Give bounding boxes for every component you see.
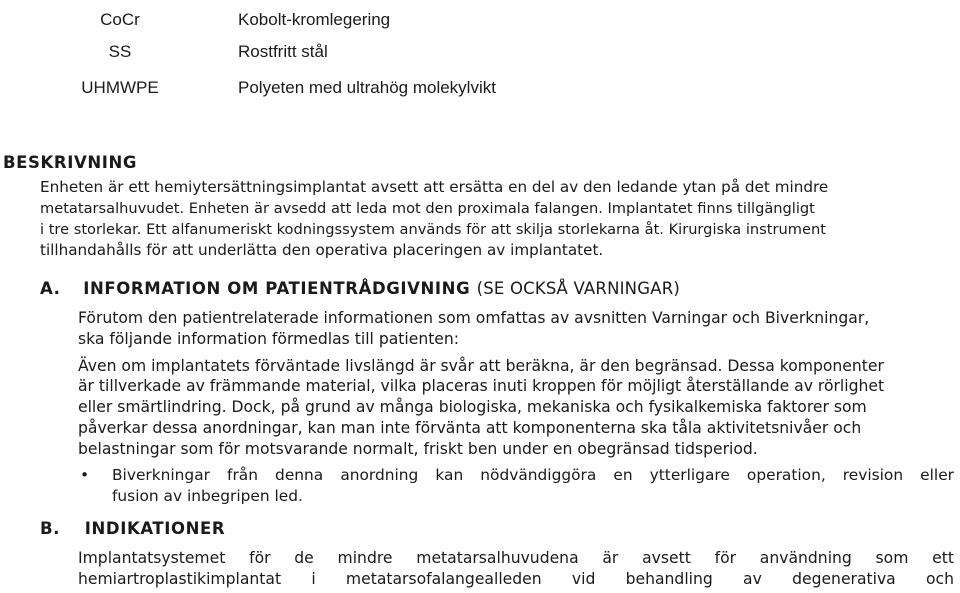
description-heading: BESKRIVNING	[3, 153, 138, 172]
abbreviation-code: SS	[108, 42, 132, 61]
section-b-heading	[40, 519, 225, 539]
section-a-body-line: Även om implantatets förväntade livslängd är svår att beräkna, är den begränsad. Dessa komponenter	[78, 357, 884, 375]
description-line: Enheten är ett hemiytersättningsimplantat avsett att ersätta en del av den ledande ytan på det mindre	[40, 178, 829, 196]
section-a-heading	[40, 279, 680, 299]
section-b-line: Implantatsystemet för de mindre metatarsalhuvudena är avsett för användning som ett	[78, 549, 954, 567]
bullet-line: fusion av inbegripen led.	[112, 487, 303, 505]
abbreviation-row	[0, 5, 960, 35]
description-line: tillhandahålls för att underlätta den operativa placeringen av implantatet.	[40, 241, 604, 259]
section-b-title: INDIKATIONER	[84, 519, 226, 538]
description-line: i tre storlekar. Ett alfanumeriskt kodningssystem används för att skilja storlekarna åt. Kirurgiska instrument	[40, 221, 826, 238]
abbreviation-row	[0, 37, 960, 67]
section-a-intro-line: ska följande information förmedlas till patienten:	[78, 330, 460, 348]
section-b-letter: B.	[40, 519, 61, 538]
section-a-body-line: eller smärtlindring. Dock, på grund av många biologiska, mekaniska och fysikalkemiska faktorer som	[78, 398, 867, 416]
bullet-marker: •	[80, 466, 90, 484]
abbreviation-code: CoCr	[100, 10, 140, 29]
abbreviation-definition: Rostfritt stål	[238, 42, 328, 61]
abbreviation-definition: Kobolt-kromlegering	[238, 10, 391, 29]
section-a-intro-line: Förutom den patientrelaterade informationen som omfattas av avsnitten Varningar och Biverkningar,	[78, 309, 870, 327]
section-a-body-line: påverkar dessa anordningar, kan man inte förvänta att komponenterna ska tåla aktivitetsnivåer och	[78, 419, 862, 437]
section-a-title: INFORMATION OM PATIENTRÅDGIVNING	[83, 279, 471, 298]
section-b-line: hemiartroplastikimplantat i metatarsofalangealleden vid behandling av degenerativa och	[78, 570, 954, 588]
abbreviation-definition: Polyeten med ultrahög molekylvikt	[238, 78, 496, 97]
section-a-body-line: är tillverkade av främmande material, vilka placeras inuti kroppen för möjligt återställande av rörlighet	[78, 377, 885, 395]
bullet-line: Biverkningar från denna anordning kan nödvändiggöra en ytterligare operation, revision eller	[112, 466, 954, 484]
abbreviation-row	[0, 73, 960, 103]
abbreviation-code: UHMWPE	[81, 78, 159, 97]
description-line: metatarsalhuvudet. Enheten är avsedd att leda mot den proximala falangen. Implantatet finns tillgängligt	[40, 200, 815, 217]
section-a-subtitle: (SE OCKSÅ VARNINGAR)	[476, 279, 681, 298]
section-a-body-line: belastningar som för motsvarande normalt, friskt ben under en obegränsad tidsperiod.	[78, 440, 758, 458]
section-a-letter: A.	[40, 279, 61, 298]
